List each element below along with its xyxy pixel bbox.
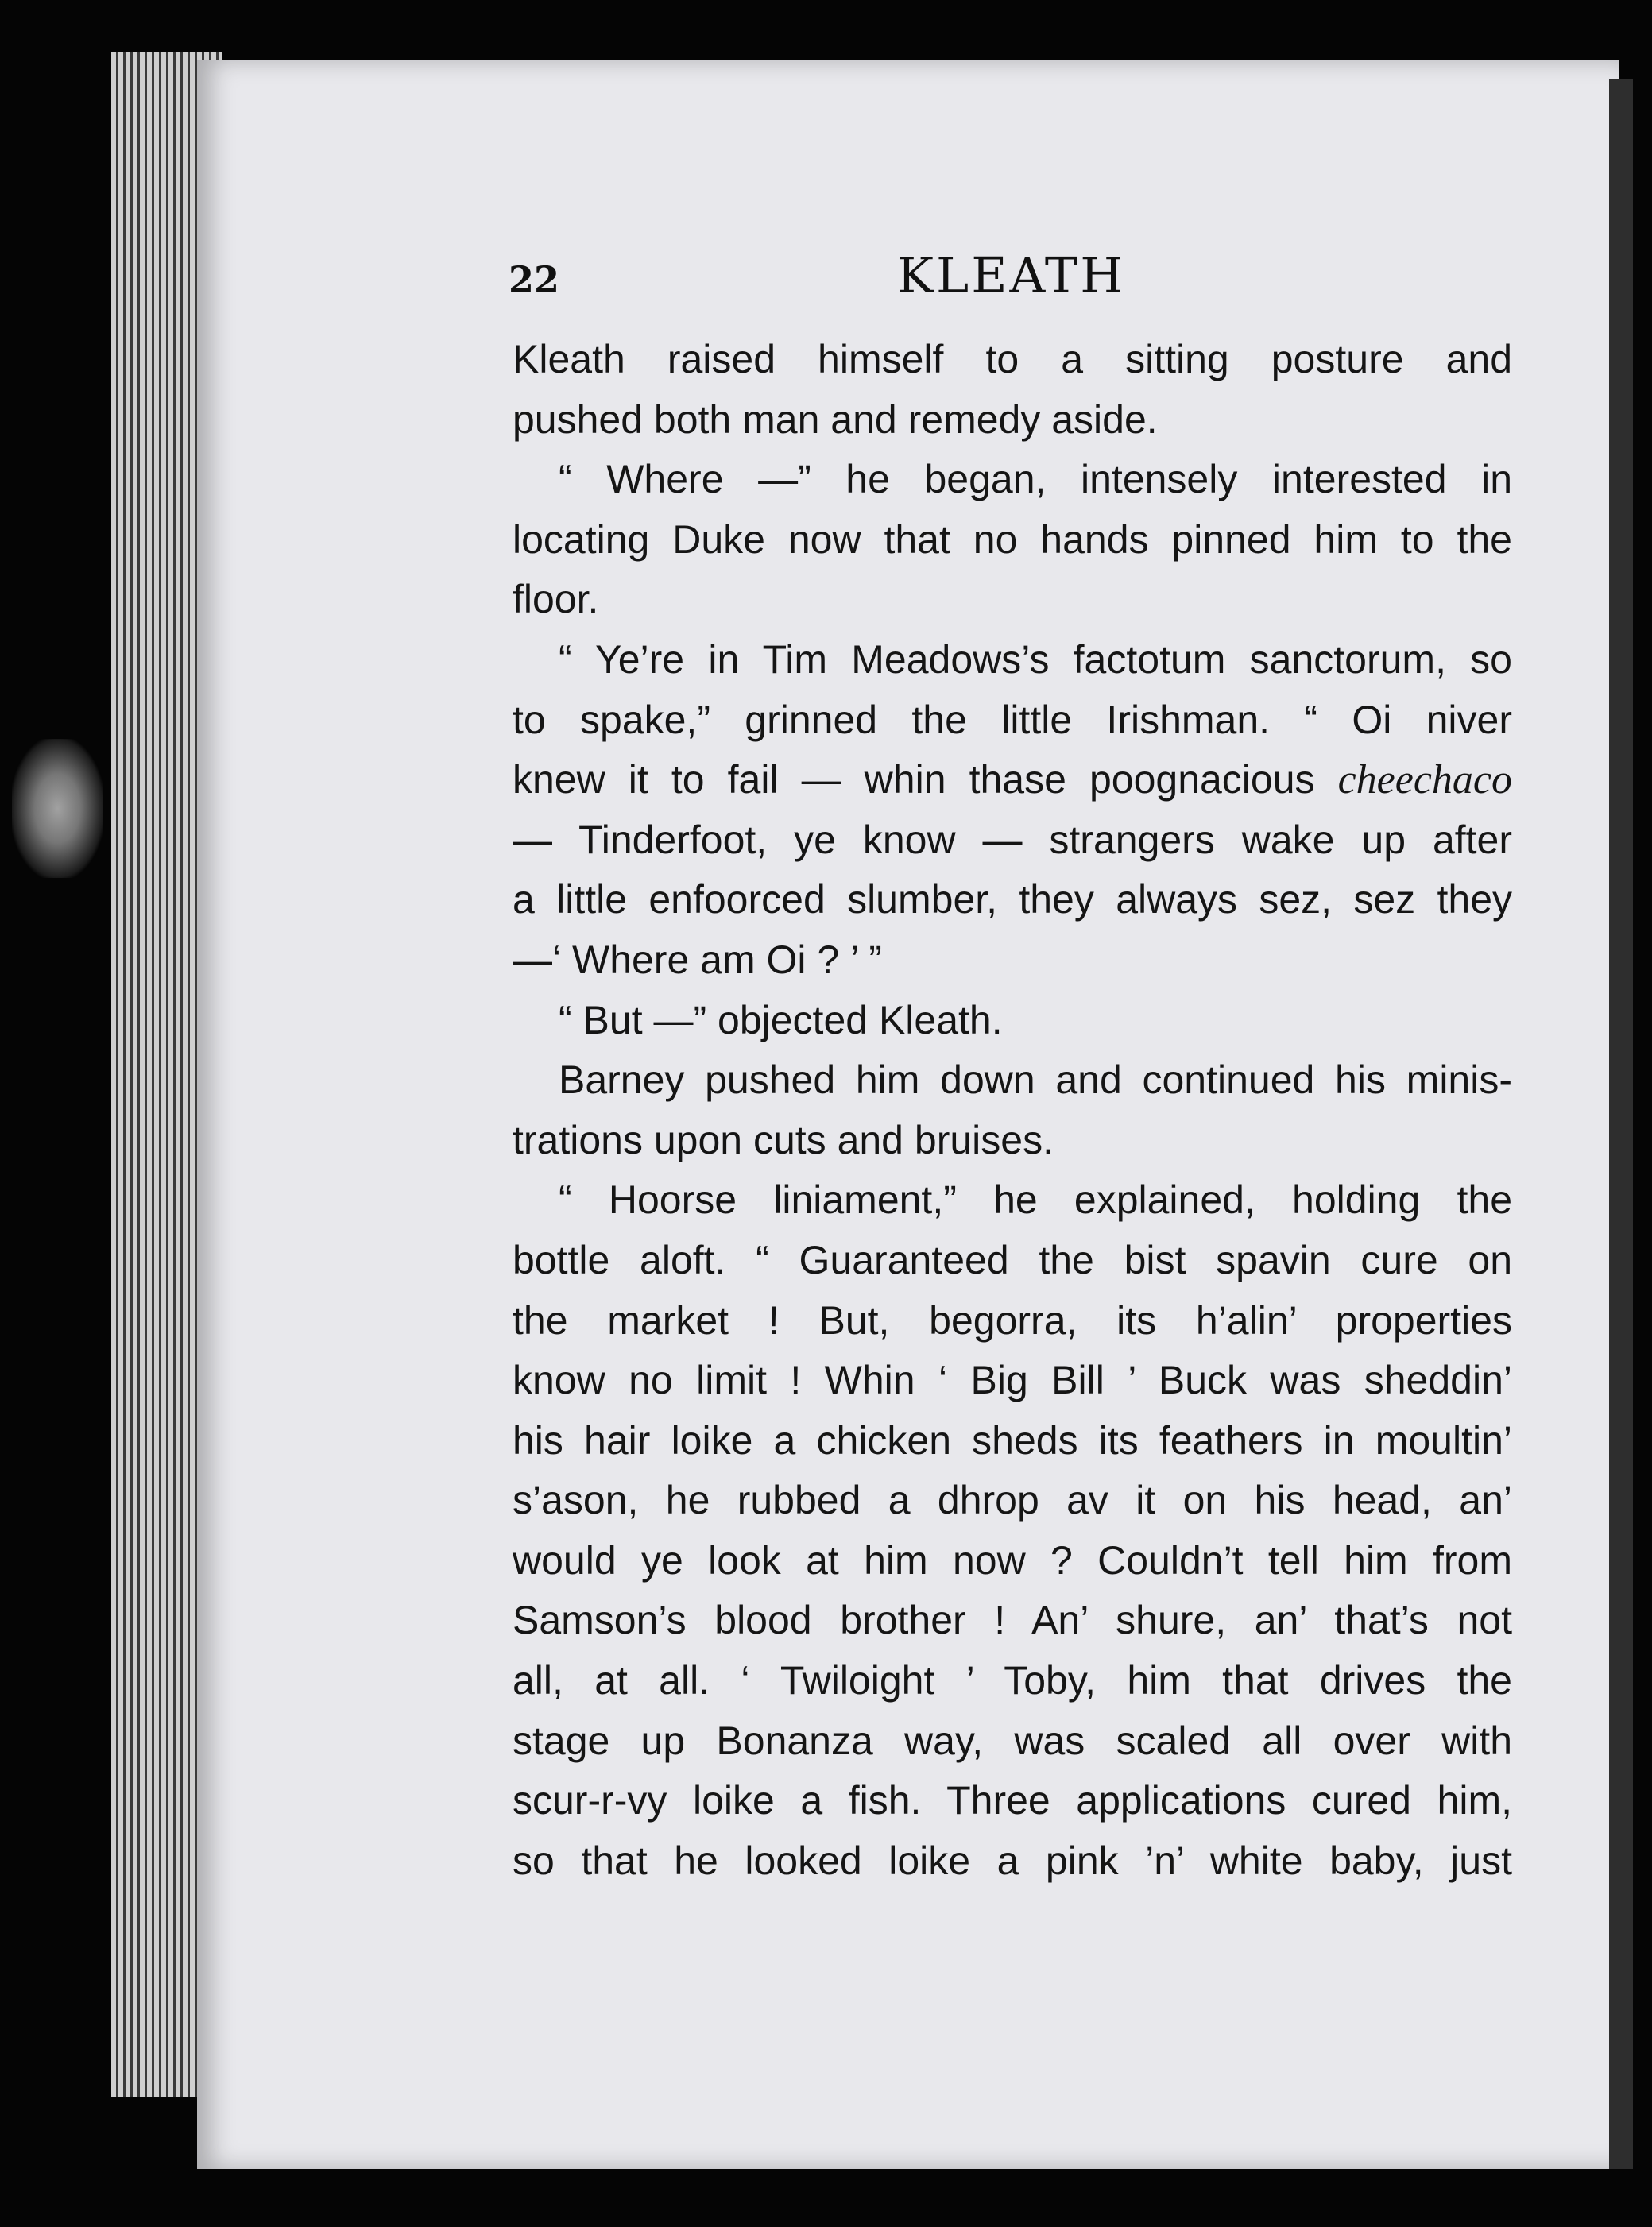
text-line: the market ! But, begorra, its h’alin’ properties (513, 1297, 1512, 1343)
text-line: know no limit ! Whin ‘ Big Bill ’ Buck was sheddin’ (513, 1358, 1512, 1403)
text-line: — Tinderfoot, ye know — strangers wake up after (513, 817, 1512, 862)
text-line: would ye look at him now ? Couldn’t tell him from (513, 1537, 1512, 1583)
text-line: a little enfoorced slumber, they always sez, sez they (513, 877, 1512, 922)
text-line: to spake,” grinned the little Irishman. “ Oi niver (513, 697, 1512, 742)
text-line: his hair loike a chicken sheds its feathers in moultin’ (513, 1417, 1512, 1463)
page-header (509, 246, 1514, 318)
text-line: bottle aloft. “ Guaranteed the bist spavin cure on (513, 1237, 1512, 1282)
text-line: stage up Bonanza way, was scaled all over with (513, 1718, 1512, 1763)
text-line: “ Ye’re in Tim Meadows’s factotum sanctorum, so (559, 636, 1512, 682)
page-binding-edge (1609, 79, 1633, 2169)
text-line: “ But —” objected Kleath. (559, 997, 1003, 1042)
text-line: “ Hoorse liniament,” he explained, holding the (559, 1177, 1512, 1223)
text-line: Barney pushed him down and continued his minis- (559, 1057, 1512, 1103)
text-line: —‘ Where am Oi ? ’ ” (513, 937, 882, 982)
scan-smudge (12, 739, 103, 878)
text-line: scur-r-vy loike a fish. Three applications cured him, (513, 1778, 1512, 1823)
text-line: Kleath raised himself to a sitting posture and (513, 337, 1512, 381)
body-text (513, 330, 1512, 1891)
text-line: Samson’s blood brother ! An’ shure, an’ that’s not (513, 1598, 1512, 1643)
text-line: pushed both man and remedy aside. (513, 396, 1158, 442)
text-line: trations upon cuts and bruises. (513, 1117, 1054, 1162)
text-line: knew it to fail — whin thase poognacious cheechaco (513, 757, 1512, 803)
text-line: all, at all. ‘ Twiloight ’ Toby, him that drives the (513, 1658, 1512, 1703)
text-line: locating Duke now that no hands pinned him to the (513, 516, 1512, 562)
page-number: 22 (509, 258, 560, 301)
running-head: KLEATH (896, 246, 1126, 304)
italic-word: cheechaco (1337, 757, 1512, 803)
text-line: “ Where —” he began, intensely interested in (559, 457, 1512, 502)
text-line: s’ason, he rubbed a dhrop av it on his head, an’ (513, 1478, 1512, 1523)
text-line: floor. (513, 577, 599, 622)
text-line: so that he looked loike a pink ’n’ white baby, just (513, 1838, 1512, 1883)
